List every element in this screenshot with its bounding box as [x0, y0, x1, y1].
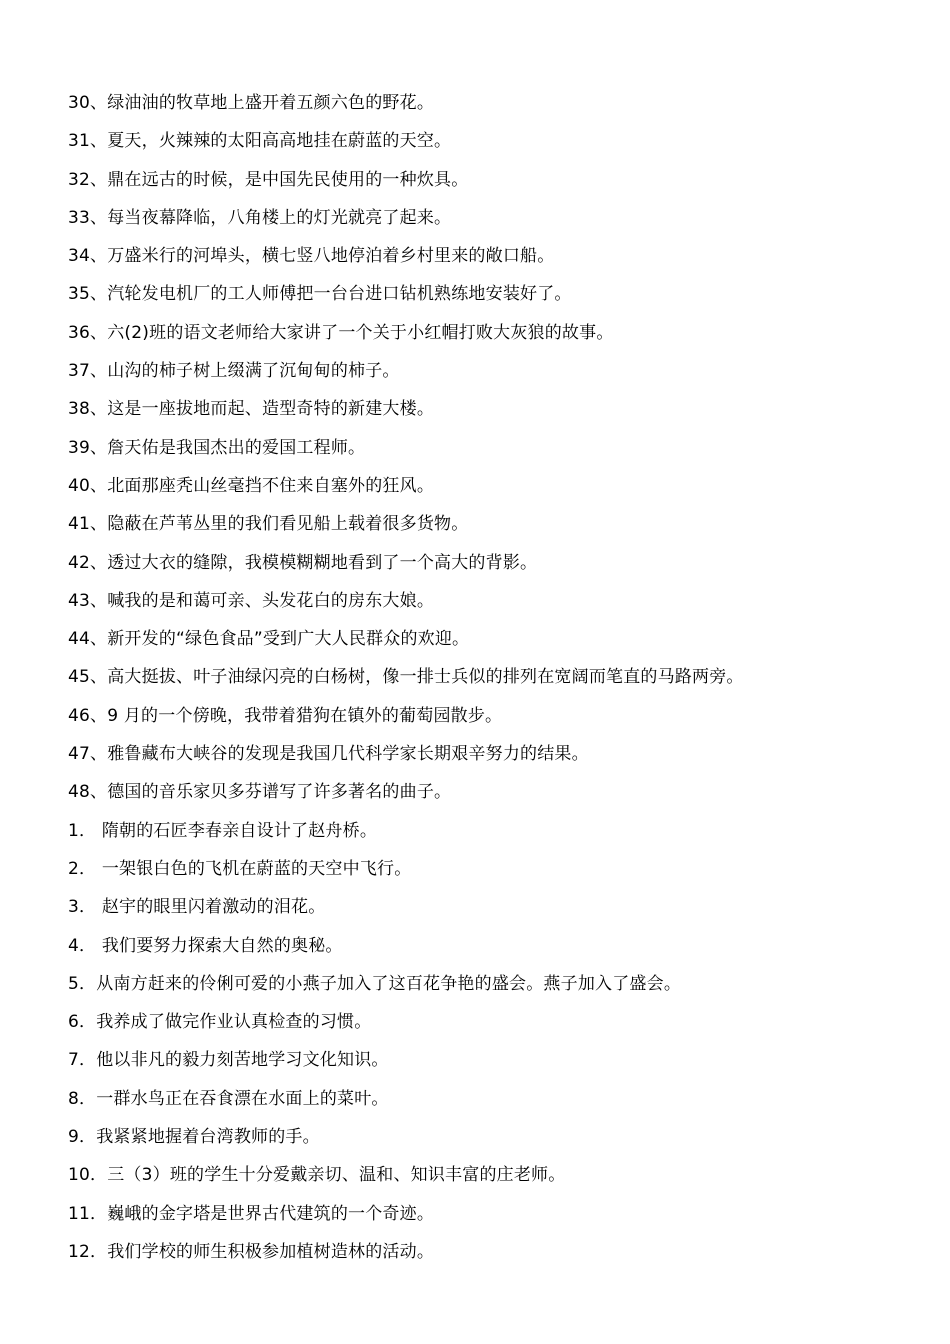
sentence-text: 喊我的是和蔼可亲、头发花白的房东大娘。 [107, 590, 435, 611]
sentence-number: 48、 [68, 782, 108, 803]
sentence-line [68, 1160, 928, 1198]
sentence-line [68, 1122, 928, 1160]
sentence-number: 37、 [68, 361, 108, 382]
sentence-line [68, 241, 928, 279]
sentence-text: 从南方赶来的伶俐可爱的小燕子加入了这百花争艳的盛会。燕子加入了盛会。 [96, 973, 682, 994]
sentence-text: 我紧紧地握着台湾教师的手。 [96, 1127, 320, 1148]
sentence-line [68, 854, 928, 892]
sentence-number: 40、 [68, 475, 108, 496]
sentence-text: 他以非凡的毅力刻苦地学习文化知识。 [96, 1050, 389, 1071]
sentence-text: 隋朝的石匠李春亲自设计了赵舟桥。 [101, 820, 378, 841]
sentence-number: 31、 [68, 131, 108, 152]
sentence-number: 46、 [68, 705, 108, 726]
sentence-line [68, 1007, 928, 1045]
sentence-line [68, 777, 928, 815]
sentence-text: 这是一座拔地而起、造型奇特的新建大楼。 [107, 399, 435, 420]
sentence-text: 三（3）班的学生十分爱戴亲切、温和、知识丰富的庄老师。 [107, 1165, 566, 1186]
sentence-text: 万盛米行的河埠头，横七竖八地停泊着乡村里来的敞口船。 [107, 246, 555, 267]
sentence-number: 43、 [68, 590, 108, 611]
sentence-text: 雅鲁藏布大峡谷的发现是我国几代科学家长期艰辛努力的结果。 [107, 744, 589, 765]
sentence-text: 巍峨的金字塔是世界古代建筑的一个奇迹。 [107, 1203, 435, 1224]
sentence-text: 一架银白色的飞机在蔚蓝的天空中飞行。 [101, 858, 412, 879]
sentence-line [68, 548, 928, 586]
sentence-number: 36、 [68, 322, 108, 343]
sentence-line [68, 816, 928, 854]
sentence-number: 7． [68, 1050, 97, 1071]
sentence-line [68, 969, 928, 1007]
sentence-line [68, 662, 928, 700]
sentence-number: 32、 [68, 169, 108, 190]
sentence-number: 34、 [68, 246, 108, 267]
sentence-text: 一群水鸟正在吞食漂在水面上的菜叶。 [96, 1088, 389, 1109]
sentence-number: 42、 [68, 552, 108, 573]
sentence-text: 我们学校的师生积极参加植树造林的活动。 [107, 1241, 435, 1262]
sentence-line [68, 1199, 928, 1237]
sentence-number: 3． [68, 897, 102, 918]
sentence-line [68, 586, 928, 624]
sentence-line [68, 931, 928, 969]
sentence-number: 35、 [68, 284, 108, 305]
sentence-number: 30、 [68, 93, 108, 113]
sentence-text: 绿油油的牧草地上盛开着五颜六色的野花。 [107, 93, 435, 113]
sentence-number: 41、 [68, 514, 108, 535]
sentence-line [68, 1045, 928, 1083]
sentence-number: 10． [68, 1165, 108, 1186]
sentence-text: 我养成了做完作业认真检查的习惯。 [96, 1012, 372, 1033]
sentence-number: 44、 [68, 629, 108, 650]
sentence-line [68, 433, 928, 471]
sentence-line [68, 892, 928, 930]
sentence-number: 9． [68, 1127, 97, 1148]
sentence-number: 33、 [68, 207, 108, 228]
sentence-text: 每当夜幕降临，八角楼上的灯光就亮了起来。 [107, 207, 452, 228]
sentence-text: 詹天佑是我国杰出的爱国工程师。 [107, 437, 366, 458]
sentence-number: 4． [68, 935, 102, 956]
sentence-line [68, 126, 928, 164]
sentence-number: 1． [68, 820, 102, 841]
sentence-number: 12． [68, 1241, 108, 1262]
sentence-line [68, 624, 928, 662]
sentence-text: 德国的音乐家贝多芬谱写了许多著名的曲子。 [107, 782, 452, 803]
sentence-text: 9 月的一个傍晚，我带着猎狗在镇外的葡萄园散步。 [107, 705, 503, 726]
sentence-text: 汽轮发电机厂的工人师傅把一台台进口钻机熟练地安装好了。 [107, 284, 572, 305]
sentence-number: 47、 [68, 744, 108, 765]
sentence-text: 我们要努力探索大自然的奥秘。 [101, 935, 343, 956]
sentence-list [68, 88, 928, 1275]
sentence-number: 39、 [68, 437, 108, 458]
sentence-number: 8． [68, 1088, 97, 1109]
sentence-text: 透过大衣的缝隙，我模模糊糊地看到了一个高大的背影。 [107, 552, 538, 573]
sentence-text: 山沟的柿子树上缀满了沉甸甸的柿子。 [107, 361, 400, 382]
sentence-text: 新开发的“绿色食品”受到广大人民群众的欢迎。 [107, 629, 470, 650]
sentence-line [68, 88, 928, 126]
sentence-text: 六(2)班的语文老师给大家讲了一个关于小红帽打败大灰狼的故事。 [107, 322, 614, 343]
sentence-line [68, 701, 928, 739]
sentence-text: 赵宇的眼里闪着激动的泪花。 [101, 897, 326, 918]
sentence-number: 2． [68, 858, 102, 879]
sentence-line [68, 165, 928, 203]
sentence-line [68, 739, 928, 777]
sentence-line [68, 509, 928, 547]
sentence-line [68, 356, 928, 394]
sentence-line [68, 318, 928, 356]
sentence-line [68, 1084, 928, 1122]
sentence-text: 隐蔽在芦苇丛里的我们看见船上载着很多货物。 [107, 514, 469, 535]
sentence-number: 11． [68, 1203, 108, 1224]
sentence-line [68, 1237, 928, 1275]
sentence-number: 6． [68, 1012, 97, 1033]
sentence-text: 高大挺拔、叶子油绿闪亮的白杨树，像一排士兵似的排列在宽阔而笔直的马路两旁。 [107, 667, 744, 688]
sentence-number: 45、 [68, 667, 108, 688]
sentence-line [68, 279, 928, 317]
sentence-line [68, 394, 928, 432]
sentence-text: 北面那座秃山丝毫挡不住来自塞外的狂风。 [107, 475, 435, 496]
sentence-line [68, 471, 928, 509]
sentence-line [68, 203, 928, 241]
sentence-number: 38、 [68, 399, 108, 420]
sentence-number: 5． [68, 973, 97, 994]
sentence-text: 夏天，火辣辣的太阳高高地挂在蔚蓝的天空。 [107, 131, 452, 152]
sentence-text: 鼎在远古的时候，是中国先民使用的一种炊具。 [107, 169, 469, 190]
